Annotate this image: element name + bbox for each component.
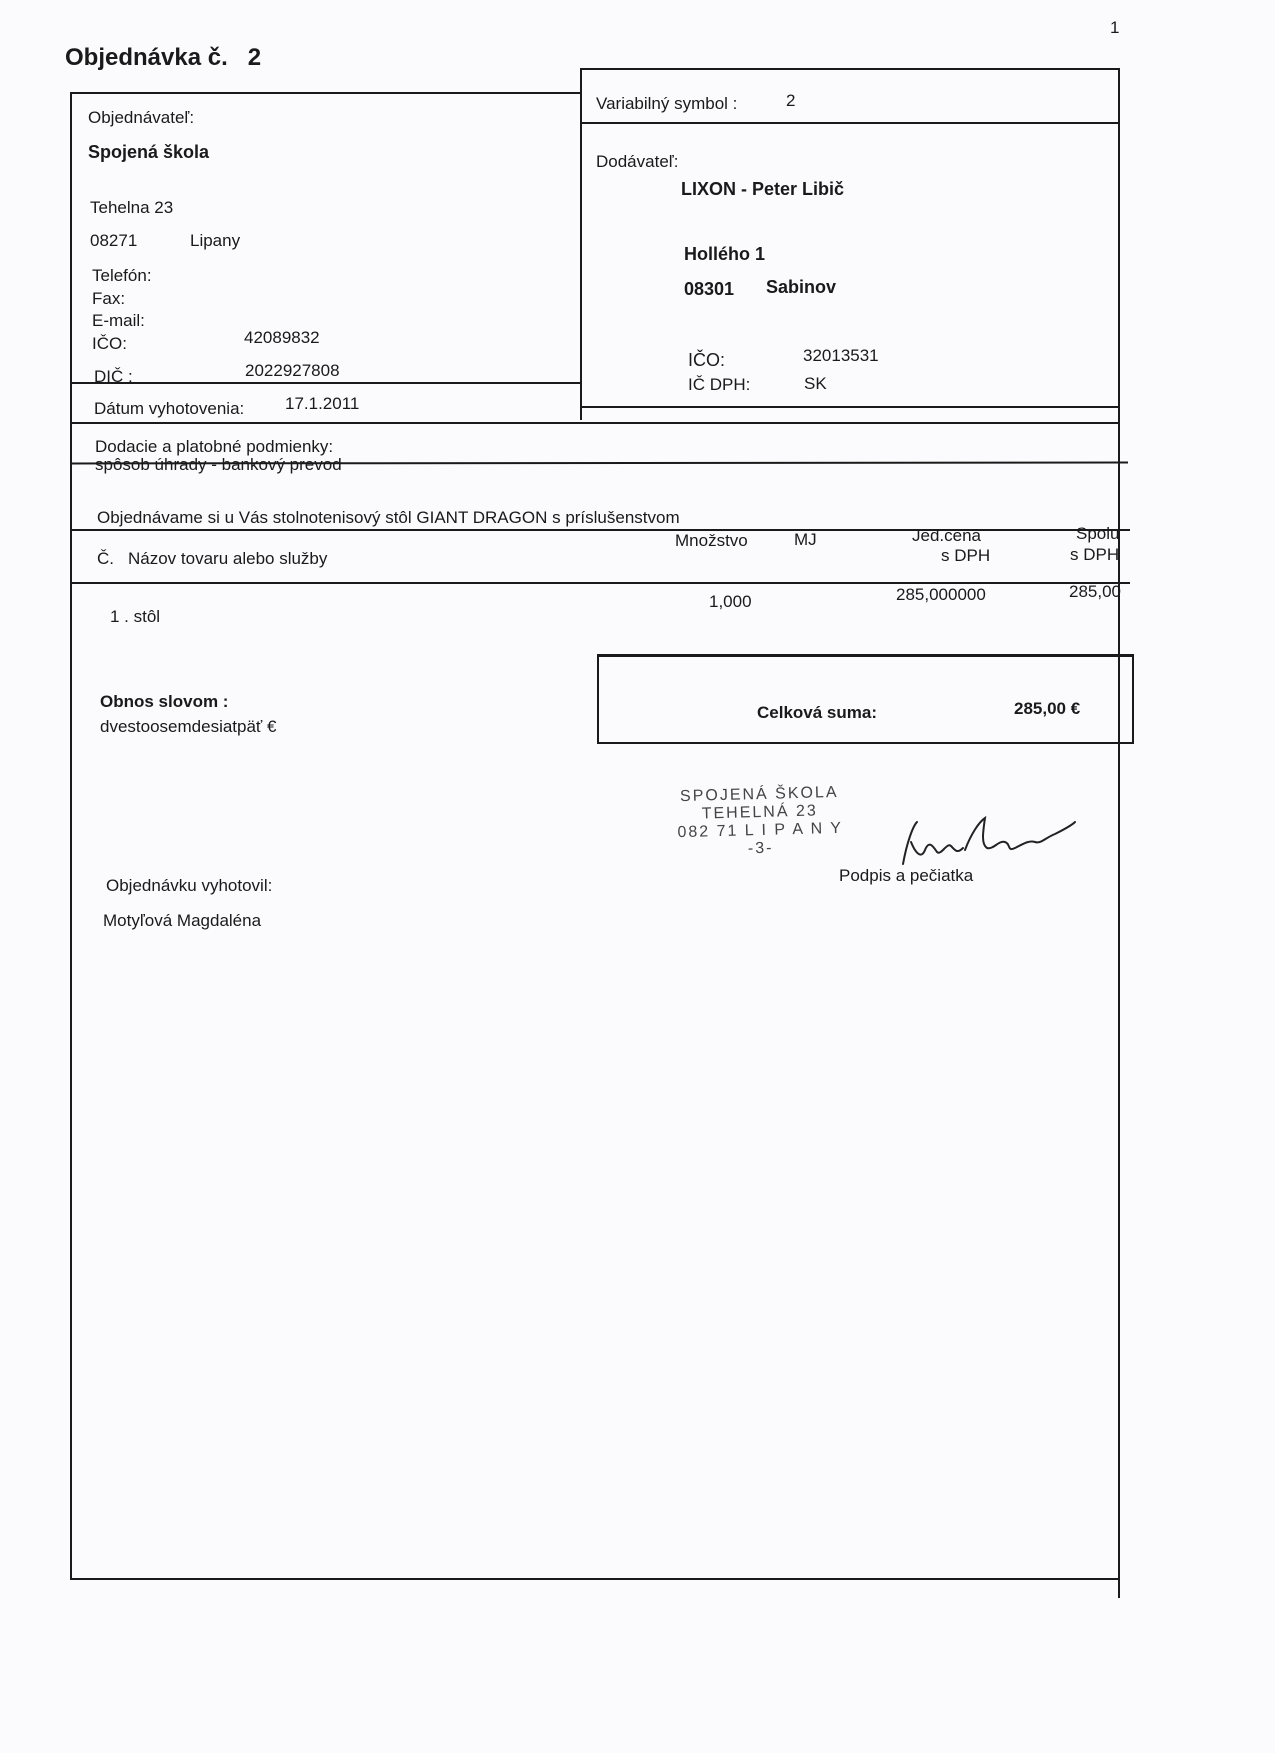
- supplier-city: Sabinov: [766, 277, 837, 297]
- variable-symbol: 2: [786, 91, 796, 110]
- fax-label: Fax:: [92, 289, 126, 308]
- stamp-line-3: 082 71 L I P A N Y: [677, 819, 844, 842]
- amount-in-words: dvestoosemdesiatpäť €: [100, 717, 277, 736]
- signature-drawing: [895, 812, 1080, 872]
- frame-top-left: [70, 92, 580, 94]
- customer-street: Tehelna 23: [90, 198, 174, 217]
- supplier-zip: 08301: [684, 279, 735, 299]
- customer-city: Lipany: [190, 231, 241, 250]
- row-unit-price: 285,000000: [896, 585, 986, 604]
- col-unit: MJ: [794, 530, 817, 549]
- issue-date-label: Dátum vyhotovenia:: [94, 399, 245, 418]
- school-stamp: [639, 783, 881, 861]
- col-number: Č.: [97, 549, 114, 568]
- total-sum-value: 285,00 €: [1014, 699, 1081, 718]
- customer-ico: 42089832: [244, 328, 320, 347]
- col-quantity: Množstvo: [675, 531, 748, 550]
- supplier-box-bottom: [580, 406, 1120, 408]
- order-intro: Objednávame si u Vás stolnotenisový stôl GIANT DRAGON s príslušenstvom: [97, 508, 680, 527]
- email-label: E-mail:: [92, 311, 145, 330]
- customer-dic: 2022927808: [245, 361, 340, 380]
- title-label: Objednávka č.: [65, 44, 228, 71]
- col-name: Názov tovaru alebo služby: [128, 549, 328, 568]
- customer-heading: Objednávateľ:: [88, 108, 195, 127]
- supplier-street: Hollého 1: [684, 244, 766, 264]
- payment-method: spôsob úhrady - bankový prevod: [95, 455, 342, 474]
- stamp-line-1: SPOJENÁ ŠKOLA: [679, 783, 839, 806]
- prepared-by-label: Objednávku vyhotovil:: [106, 876, 273, 895]
- prepared-by-name: Motyľová Magdaléna: [103, 911, 262, 930]
- col-unit-price-2: s DPH: [941, 546, 991, 565]
- terms-heading: Dodacie a platobné podmienky:: [95, 437, 334, 456]
- stamp-line-2: TEHELNÁ 23: [701, 802, 818, 823]
- frame-right-border: [1118, 68, 1120, 1598]
- row-quantity: 1,000: [709, 592, 752, 611]
- total-sum-label: Celková suma:: [757, 703, 877, 722]
- page-number: 1: [1110, 18, 1120, 37]
- supplier-ico-label: IČO:: [688, 350, 726, 370]
- supplier-heading: Dodávateľ:: [596, 152, 679, 171]
- stamp-line-4: -3-: [747, 839, 774, 858]
- variable-symbol-label: Variabilný symbol :: [596, 94, 738, 113]
- customer-ico-label: IČO:: [92, 334, 127, 353]
- supplier-box-left: [580, 68, 582, 420]
- col-unit-price-1: Jed.cena: [912, 526, 981, 545]
- supplier-icdph: SK: [804, 374, 827, 393]
- issue-date: 17.1.2011: [285, 394, 360, 413]
- supplier-ico: 32013531: [803, 346, 879, 365]
- row-item: 1 . stôl: [110, 607, 161, 626]
- terms-bottom-divider: [70, 462, 1128, 465]
- frame-top-right: [580, 68, 1120, 70]
- terms-top-divider: [70, 422, 1120, 424]
- words-heading: Obnos slovom :: [100, 692, 229, 711]
- row-total: 285,00: [1069, 582, 1121, 601]
- col-total-2: s DPH: [1070, 545, 1120, 564]
- customer-name: Spojená škola: [88, 142, 210, 162]
- total-sum-box: [597, 654, 1134, 744]
- supplier-icdph-label: IČ DPH:: [688, 375, 751, 394]
- table-header-bottom: [70, 582, 1130, 584]
- order-number: 2: [247, 44, 262, 71]
- issue-divider: [70, 382, 580, 384]
- col-total-1: Spolu: [1076, 524, 1120, 543]
- supplier-name: LIXON - Peter Libič: [681, 179, 845, 199]
- frame-left-border: [70, 92, 72, 1579]
- customer-zip: 08271: [90, 231, 138, 250]
- page-title: [65, 44, 261, 72]
- symbol-divider: [580, 122, 1120, 124]
- customer-dic-label: DIČ :: [94, 367, 133, 386]
- signature-label: Podpis a pečiatka: [839, 866, 974, 885]
- phone-label: Telefón:: [92, 266, 152, 285]
- frame-bottom: [70, 1578, 1120, 1580]
